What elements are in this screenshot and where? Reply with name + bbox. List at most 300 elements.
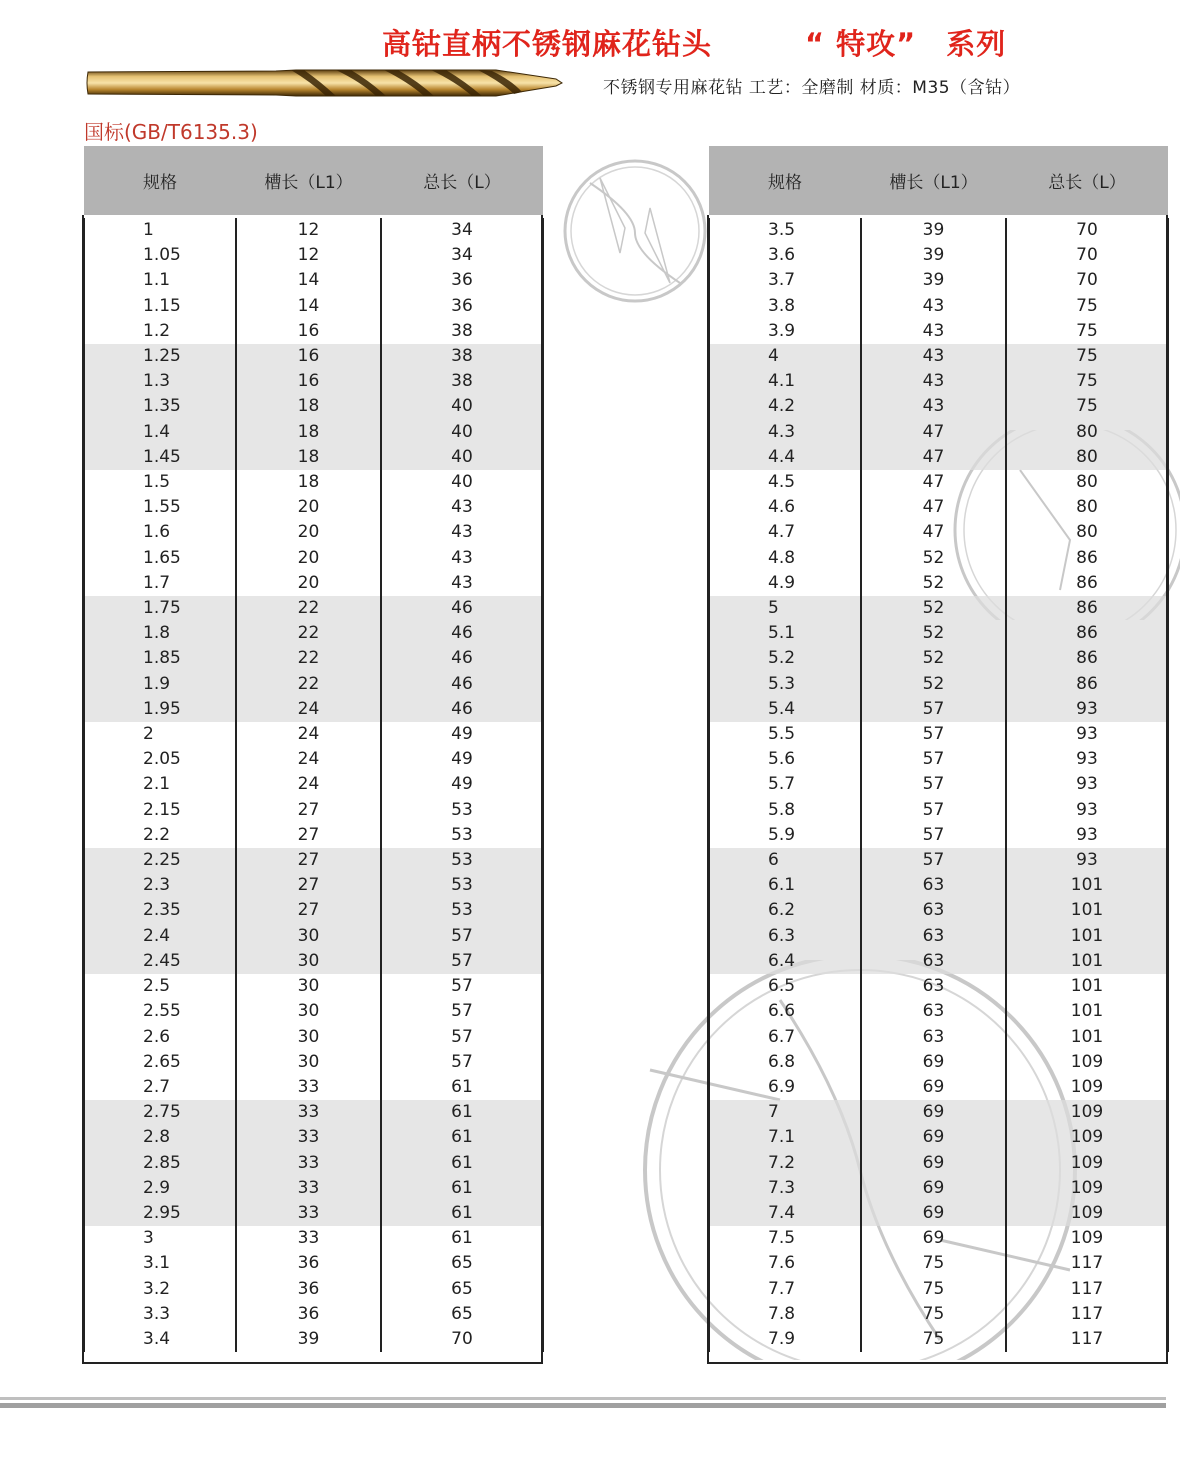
cell-size: 5.8: [709, 798, 861, 823]
cell-size: 2.25: [84, 848, 236, 873]
cell-total-length: 65: [381, 1277, 543, 1302]
cell-size: 1.25: [84, 344, 236, 369]
cell-size: 2.8: [84, 1125, 236, 1150]
cell-size: 5.6: [709, 747, 861, 772]
cell-total-length: 40: [381, 470, 543, 495]
header-flute-length: 槽长（L1）: [236, 146, 381, 215]
table-row: [709, 546, 1168, 571]
cell-size: 6.8: [709, 1050, 861, 1075]
cell-flute-length: 27: [236, 823, 381, 848]
table-row: [84, 243, 543, 268]
cell-flute-length: 43: [861, 394, 1006, 419]
cell-total-length: 109: [1006, 1201, 1168, 1226]
cell-total-length: 101: [1006, 898, 1168, 923]
table-row: [84, 294, 543, 319]
cell-size: 6.2: [709, 898, 861, 923]
cell-flute-length: 57: [861, 697, 1006, 722]
table-row: [709, 319, 1168, 344]
cell-size: 1.3: [84, 369, 236, 394]
cell-total-length: 101: [1006, 974, 1168, 999]
cell-total-length: 38: [381, 319, 543, 344]
cell-total-length: 36: [381, 268, 543, 293]
cell-total-length: 75: [1006, 294, 1168, 319]
cell-flute-length: 14: [236, 294, 381, 319]
cell-size: 7: [709, 1100, 861, 1125]
cell-flute-length: 33: [236, 1201, 381, 1226]
cell-flute-length: 18: [236, 394, 381, 419]
cell-size: 4.9: [709, 571, 861, 596]
cell-flute-length: 57: [861, 823, 1006, 848]
cell-flute-length: 69: [861, 1201, 1006, 1226]
cell-size: 4.2: [709, 394, 861, 419]
table-row: [709, 218, 1168, 243]
cell-size: 2.1: [84, 772, 236, 797]
cell-size: 3: [84, 1226, 236, 1251]
cell-total-length: 86: [1006, 621, 1168, 646]
cell-total-length: 70: [1006, 268, 1168, 293]
cell-size: 2.3: [84, 873, 236, 898]
table-row: [709, 672, 1168, 697]
table-body-right: [709, 218, 1168, 1352]
cell-size: 2.15: [84, 798, 236, 823]
cell-flute-length: 27: [236, 798, 381, 823]
title-series: “ 特攻” 系列: [805, 27, 1007, 61]
table-row: [709, 344, 1168, 369]
table-row: [84, 621, 543, 646]
cell-total-length: 43: [381, 546, 543, 571]
cell-flute-length: 30: [236, 974, 381, 999]
cell-size: 1.2: [84, 319, 236, 344]
cell-total-length: 61: [381, 1201, 543, 1226]
cell-flute-length: 47: [861, 420, 1006, 445]
cell-total-length: 57: [381, 974, 543, 999]
cell-total-length: 38: [381, 344, 543, 369]
cell-flute-length: 20: [236, 546, 381, 571]
cell-flute-length: 20: [236, 495, 381, 520]
table-row: [709, 445, 1168, 470]
cell-total-length: 53: [381, 848, 543, 873]
table-row: [84, 420, 543, 445]
cell-flute-length: 75: [861, 1277, 1006, 1302]
cell-flute-length: 63: [861, 924, 1006, 949]
cell-size: 2.45: [84, 949, 236, 974]
table-row: [709, 571, 1168, 596]
cell-total-length: 46: [381, 646, 543, 671]
cell-flute-length: 24: [236, 747, 381, 772]
cell-flute-length: 69: [861, 1176, 1006, 1201]
cell-flute-length: 27: [236, 848, 381, 873]
cell-size: 4.6: [709, 495, 861, 520]
table-row: [709, 294, 1168, 319]
spec-table-right: [708, 146, 1169, 1352]
cell-total-length: 70: [1006, 218, 1168, 243]
cell-size: 2.95: [84, 1201, 236, 1226]
table-row: [709, 772, 1168, 797]
table-row: [84, 1201, 543, 1226]
cell-total-length: 80: [1006, 470, 1168, 495]
cell-total-length: 80: [1006, 495, 1168, 520]
table-row: [709, 974, 1168, 999]
table-row: [709, 1025, 1168, 1050]
cell-total-length: 57: [381, 949, 543, 974]
cell-total-length: 65: [381, 1302, 543, 1327]
table-row: [709, 495, 1168, 520]
cell-flute-length: 39: [236, 1327, 381, 1352]
cell-size: 5.4: [709, 697, 861, 722]
table-row: [84, 1302, 543, 1327]
cell-size: 3.3: [84, 1302, 236, 1327]
cell-size: 5: [709, 596, 861, 621]
cell-flute-length: 63: [861, 1025, 1006, 1050]
table-row: [84, 394, 543, 419]
table-row: [84, 798, 543, 823]
cell-total-length: 49: [381, 747, 543, 772]
title-main: 高钴直柄不锈钢麻花钻头: [382, 27, 713, 61]
cell-size: 7.9: [709, 1327, 861, 1352]
cell-size: 1.8: [84, 621, 236, 646]
table-row: [84, 873, 543, 898]
table-row: [709, 1327, 1168, 1352]
cell-size: 3.1: [84, 1251, 236, 1276]
table-row: [709, 420, 1168, 445]
cell-size: 2.75: [84, 1100, 236, 1125]
cell-size: 7.2: [709, 1151, 861, 1176]
cell-total-length: 46: [381, 672, 543, 697]
table-row: [84, 369, 543, 394]
cell-flute-length: 47: [861, 470, 1006, 495]
cell-size: 3.6: [709, 243, 861, 268]
table-row: [84, 1025, 543, 1050]
table-row: [709, 1302, 1168, 1327]
cell-flute-length: 52: [861, 571, 1006, 596]
cell-flute-length: 69: [861, 1075, 1006, 1100]
table-row: [709, 722, 1168, 747]
cell-size: 2.6: [84, 1025, 236, 1050]
cell-total-length: 49: [381, 722, 543, 747]
cell-flute-length: 75: [861, 1302, 1006, 1327]
cell-flute-length: 33: [236, 1125, 381, 1150]
cell-flute-length: 69: [861, 1100, 1006, 1125]
cell-total-length: 34: [381, 218, 543, 243]
page-title: [382, 22, 1007, 63]
cell-flute-length: 22: [236, 621, 381, 646]
cell-flute-length: 30: [236, 924, 381, 949]
cell-flute-length: 69: [861, 1151, 1006, 1176]
cell-size: 1.5: [84, 470, 236, 495]
cell-total-length: 57: [381, 924, 543, 949]
cell-flute-length: 30: [236, 1025, 381, 1050]
cell-flute-length: 36: [236, 1302, 381, 1327]
cell-total-length: 43: [381, 520, 543, 545]
drill-bit-image: [86, 64, 564, 102]
cell-total-length: 61: [381, 1226, 543, 1251]
table-row: [709, 1100, 1168, 1125]
cell-size: 7.3: [709, 1176, 861, 1201]
table-row: [84, 924, 543, 949]
cell-flute-length: 75: [861, 1327, 1006, 1352]
cell-flute-length: 57: [861, 722, 1006, 747]
cell-flute-length: 63: [861, 949, 1006, 974]
cell-flute-length: 57: [861, 848, 1006, 873]
cell-total-length: 86: [1006, 596, 1168, 621]
cell-flute-length: 12: [236, 243, 381, 268]
cell-total-length: 93: [1006, 798, 1168, 823]
cell-size: 4.3: [709, 420, 861, 445]
standard-label: 国标(GB/T6135.3): [84, 120, 258, 144]
table-row: [709, 949, 1168, 974]
cell-size: 5.3: [709, 672, 861, 697]
table-row: [84, 268, 543, 293]
cell-size: 3.2: [84, 1277, 236, 1302]
cell-total-length: 117: [1006, 1251, 1168, 1276]
cell-total-length: 57: [381, 1025, 543, 1050]
cell-size: 5.1: [709, 621, 861, 646]
table-row: [84, 697, 543, 722]
table-row: [84, 571, 543, 596]
table-row: [84, 747, 543, 772]
cell-total-length: 57: [381, 1050, 543, 1075]
cell-size: 6.6: [709, 999, 861, 1024]
cell-flute-length: 33: [236, 1176, 381, 1201]
subtitle: 不锈钢专用麻花钻 工艺：全磨制 材质：M35（含钴）: [603, 78, 1021, 98]
table-row: [84, 520, 543, 545]
cell-size: 5.5: [709, 722, 861, 747]
cell-total-length: 93: [1006, 722, 1168, 747]
table-row: [84, 319, 543, 344]
cell-size: 6.9: [709, 1075, 861, 1100]
cell-total-length: 93: [1006, 697, 1168, 722]
cell-total-length: 75: [1006, 319, 1168, 344]
cell-size: 6.5: [709, 974, 861, 999]
table-row: [84, 1251, 543, 1276]
cell-total-length: 86: [1006, 646, 1168, 671]
cell-size: 7.7: [709, 1277, 861, 1302]
cell-total-length: 46: [381, 697, 543, 722]
cell-total-length: 40: [381, 394, 543, 419]
cell-flute-length: 30: [236, 949, 381, 974]
table-row: [709, 621, 1168, 646]
cell-flute-length: 39: [861, 243, 1006, 268]
cell-size: 6.4: [709, 949, 861, 974]
cell-size: 2.5: [84, 974, 236, 999]
cell-total-length: 93: [1006, 823, 1168, 848]
cell-flute-length: 27: [236, 898, 381, 923]
cell-flute-length: 57: [861, 772, 1006, 797]
cell-total-length: 117: [1006, 1277, 1168, 1302]
cell-total-length: 70: [381, 1327, 543, 1352]
cell-total-length: 75: [1006, 344, 1168, 369]
cell-size: 4.1: [709, 369, 861, 394]
cell-flute-length: 18: [236, 445, 381, 470]
cell-flute-length: 39: [861, 218, 1006, 243]
cell-total-length: 46: [381, 621, 543, 646]
cell-size: 2.35: [84, 898, 236, 923]
table-row: [84, 999, 543, 1024]
table-row: [709, 798, 1168, 823]
cell-size: 4.8: [709, 546, 861, 571]
cell-total-length: 61: [381, 1176, 543, 1201]
table-row: [84, 949, 543, 974]
cell-size: 1.05: [84, 243, 236, 268]
cell-size: 7.6: [709, 1251, 861, 1276]
table-row: [709, 848, 1168, 873]
cell-size: 7.8: [709, 1302, 861, 1327]
cell-flute-length: 43: [861, 344, 1006, 369]
cell-size: 5.7: [709, 772, 861, 797]
cell-size: 6.1: [709, 873, 861, 898]
table-row: [84, 1277, 543, 1302]
cell-flute-length: 57: [861, 747, 1006, 772]
cell-size: 1.65: [84, 546, 236, 571]
cell-total-length: 57: [381, 999, 543, 1024]
table-row: [709, 1251, 1168, 1276]
table-row: [709, 924, 1168, 949]
cell-flute-length: 52: [861, 621, 1006, 646]
cell-total-length: 101: [1006, 999, 1168, 1024]
cell-flute-length: 36: [236, 1277, 381, 1302]
cell-size: 1.75: [84, 596, 236, 621]
cell-flute-length: 27: [236, 873, 381, 898]
table-header-row: [709, 146, 1168, 215]
cell-size: 7.5: [709, 1226, 861, 1251]
cell-total-length: 75: [1006, 369, 1168, 394]
cell-size: 2.2: [84, 823, 236, 848]
cell-flute-length: 47: [861, 495, 1006, 520]
cell-size: 1.85: [84, 646, 236, 671]
cell-total-length: 86: [1006, 571, 1168, 596]
cell-total-length: 86: [1006, 546, 1168, 571]
cell-size: 2.65: [84, 1050, 236, 1075]
cell-flute-length: 69: [861, 1050, 1006, 1075]
cell-size: 1.4: [84, 420, 236, 445]
cell-flute-length: 36: [236, 1251, 381, 1276]
cell-flute-length: 16: [236, 369, 381, 394]
cell-size: 1.55: [84, 495, 236, 520]
cell-flute-length: 63: [861, 873, 1006, 898]
cell-total-length: 65: [381, 1251, 543, 1276]
cell-size: 5.2: [709, 646, 861, 671]
cell-flute-length: 43: [861, 294, 1006, 319]
cell-total-length: 86: [1006, 672, 1168, 697]
cell-flute-length: 16: [236, 319, 381, 344]
cell-size: 1: [84, 218, 236, 243]
cell-flute-length: 63: [861, 999, 1006, 1024]
cell-size: 1.45: [84, 445, 236, 470]
cell-total-length: 109: [1006, 1176, 1168, 1201]
cell-total-length: 101: [1006, 873, 1168, 898]
table-row: [709, 470, 1168, 495]
table-row: [709, 999, 1168, 1024]
cell-flute-length: 43: [861, 369, 1006, 394]
cell-total-length: 109: [1006, 1075, 1168, 1100]
table-row: [84, 722, 543, 747]
table-row: [709, 823, 1168, 848]
cell-size: 4.5: [709, 470, 861, 495]
cell-flute-length: 16: [236, 344, 381, 369]
cell-total-length: 61: [381, 1100, 543, 1125]
cell-total-length: 43: [381, 495, 543, 520]
table-row: [709, 873, 1168, 898]
cell-total-length: 53: [381, 823, 543, 848]
cell-total-length: 80: [1006, 420, 1168, 445]
table-row: [709, 1277, 1168, 1302]
cell-flute-length: 63: [861, 974, 1006, 999]
table-row: [84, 596, 543, 621]
cell-total-length: 46: [381, 596, 543, 621]
cell-total-length: 101: [1006, 1025, 1168, 1050]
cell-flute-length: 33: [236, 1100, 381, 1125]
table-row: [84, 344, 543, 369]
cell-size: 1.1: [84, 268, 236, 293]
cell-flute-length: 12: [236, 218, 381, 243]
cell-size: 3.5: [709, 218, 861, 243]
cell-flute-length: 24: [236, 722, 381, 747]
cell-flute-length: 14: [236, 268, 381, 293]
cell-flute-length: 47: [861, 445, 1006, 470]
cell-size: 1.9: [84, 672, 236, 697]
table-row: [709, 369, 1168, 394]
table-row: [709, 394, 1168, 419]
cell-size: 6.7: [709, 1025, 861, 1050]
cell-size: 1.95: [84, 697, 236, 722]
cell-size: 2: [84, 722, 236, 747]
cell-flute-length: 24: [236, 697, 381, 722]
cell-flute-length: 52: [861, 646, 1006, 671]
cell-flute-length: 30: [236, 999, 381, 1024]
table-row: [84, 1050, 543, 1075]
table-row: [84, 495, 543, 520]
table-row: [709, 747, 1168, 772]
cell-flute-length: 22: [236, 646, 381, 671]
cell-size: 3.8: [709, 294, 861, 319]
table-row: [709, 1176, 1168, 1201]
table-row: [84, 1075, 543, 1100]
cell-flute-length: 24: [236, 772, 381, 797]
header-size: 规格: [84, 146, 236, 215]
cell-total-length: 34: [381, 243, 543, 268]
cell-total-length: 75: [1006, 394, 1168, 419]
cell-size: 6: [709, 848, 861, 873]
header-size: 规格: [709, 146, 861, 215]
cell-flute-length: 20: [236, 520, 381, 545]
table-row: [84, 1226, 543, 1251]
cell-total-length: 49: [381, 772, 543, 797]
table-row: [84, 1151, 543, 1176]
cell-total-length: 109: [1006, 1151, 1168, 1176]
cell-total-length: 61: [381, 1075, 543, 1100]
cell-total-length: 93: [1006, 848, 1168, 873]
cell-flute-length: 22: [236, 672, 381, 697]
cell-size: 6.3: [709, 924, 861, 949]
cell-total-length: 101: [1006, 924, 1168, 949]
header-total-length: 总长（L）: [381, 146, 543, 215]
cell-flute-length: 75: [861, 1251, 1006, 1276]
cell-total-length: 93: [1006, 772, 1168, 797]
cell-total-length: 109: [1006, 1050, 1168, 1075]
cell-flute-length: 20: [236, 571, 381, 596]
cell-flute-length: 52: [861, 672, 1006, 697]
cell-size: 1.35: [84, 394, 236, 419]
cell-total-length: 61: [381, 1151, 543, 1176]
table-row: [84, 1125, 543, 1150]
header-flute-length: 槽长（L1）: [861, 146, 1006, 215]
cell-size: 7.4: [709, 1201, 861, 1226]
cell-total-length: 93: [1006, 747, 1168, 772]
cell-flute-length: 69: [861, 1226, 1006, 1251]
cell-total-length: 40: [381, 445, 543, 470]
table-row: [709, 646, 1168, 671]
cell-total-length: 101: [1006, 949, 1168, 974]
